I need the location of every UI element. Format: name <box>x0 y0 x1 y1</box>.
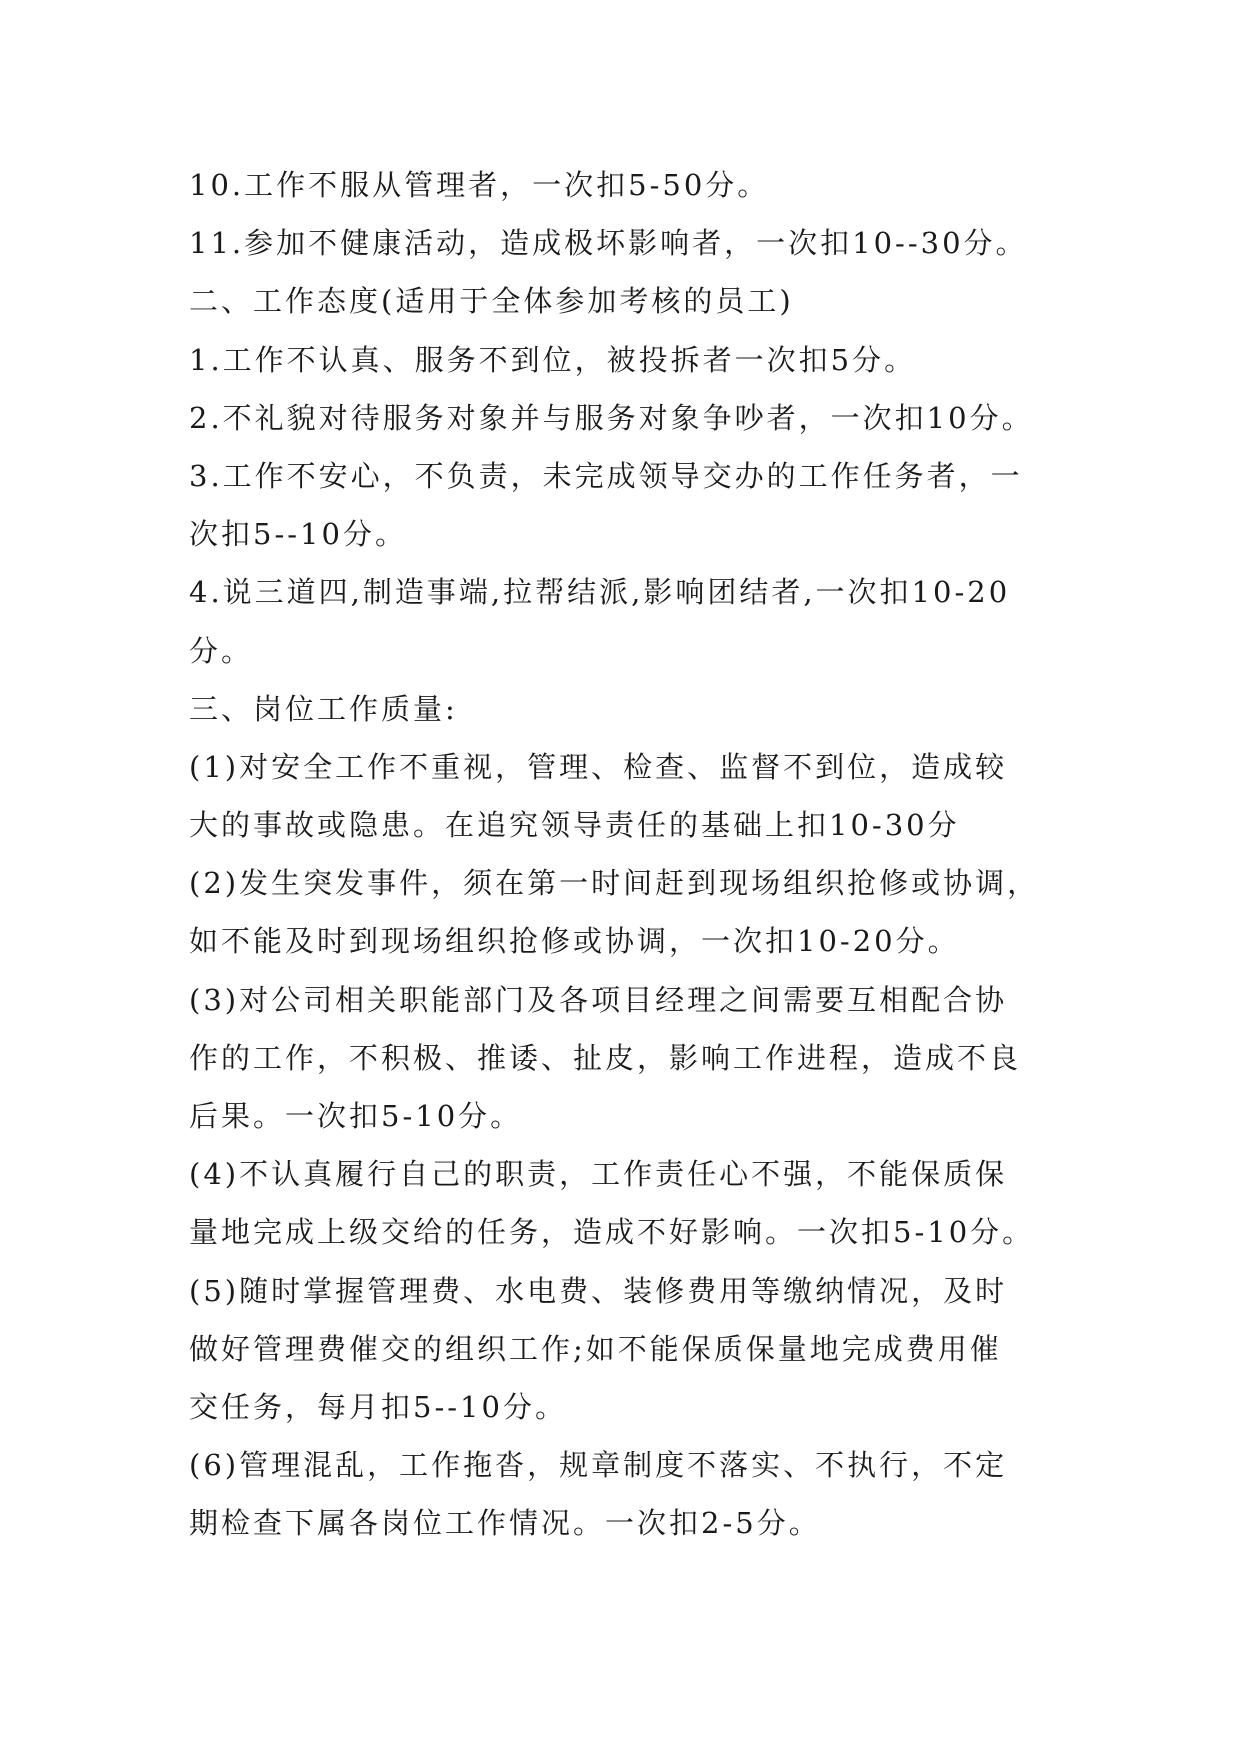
text-line: 量地完成上级交给的任务，造成不好影响。一次扣5-10分。 <box>189 1215 1035 1250</box>
text-line: (2)发生突发事件，须在第一时间赶到现场组织抢修或协调， <box>189 866 1040 901</box>
text-line: 大的事故或隐患。在追究领导责任的基础上扣10-30分 <box>189 808 960 843</box>
text-line: 4.说三道四,制造事端,拉帮结派,影响团结者,一次扣10-20 <box>189 575 1011 610</box>
text-line: 次扣5--10分。 <box>189 517 407 552</box>
text-line: 11.参加不健康活动，造成极坏影响者，一次扣10--30分。 <box>189 226 1028 261</box>
text-line: 10.工作不服从管理者，一次扣5-50分。 <box>189 168 770 202</box>
text-line: 后果。一次扣5-10分。 <box>189 1099 523 1133</box>
text-line: 做好管理费催交的组织工作;如不能保质保量地完成费用催 <box>189 1331 1002 1366</box>
text-line: 如不能及时到现场组织抢修或协调，一次扣10-20分。 <box>189 924 960 959</box>
text-line: 2.不礼貌对待服务对象并与服务对象争吵者，一次扣10分。 <box>189 400 1034 435</box>
document-body <box>189 156 1069 1553</box>
text-line: (1)对安全工作不重视，管理、检查、监督不到位，造成较 <box>189 749 1008 784</box>
text-line: 分。 <box>189 633 254 668</box>
text-line: 3.工作不安心，不负责，未完成领导交办的工作任务者，一 <box>189 458 1023 493</box>
text-line: (3)对公司相关职能部门及各项目经理之间需要互相配合协 <box>189 982 1008 1017</box>
text-line: 期检查下属各岗位工作情况。一次扣2-5分。 <box>189 1506 821 1541</box>
text-line: 作的工作，不积极、推诿、扯皮，影响工作进程，造成不良 <box>189 1040 1022 1075</box>
text-line: (6)管理混乱，工作拖沓，规章制度不落实、不执行，不定 <box>189 1448 1008 1483</box>
text-line: (4)不认真履行自己的职责，工作责任心不强，不能保质保 <box>189 1157 1008 1192</box>
section-heading: 三、岗位工作质量: <box>189 691 458 726</box>
text-line: 1.工作不认真、服务不到位，被投拆者一次扣5分。 <box>189 342 917 377</box>
text-line: 交任务，每月扣5--10分。 <box>189 1389 567 1424</box>
text-line: (5)随时掌握管理费、水电费、装修费用等缴纳情况，及时 <box>189 1273 1008 1308</box>
section-heading: 二、工作态度(适用于全体参加考核的员工) <box>189 284 794 319</box>
